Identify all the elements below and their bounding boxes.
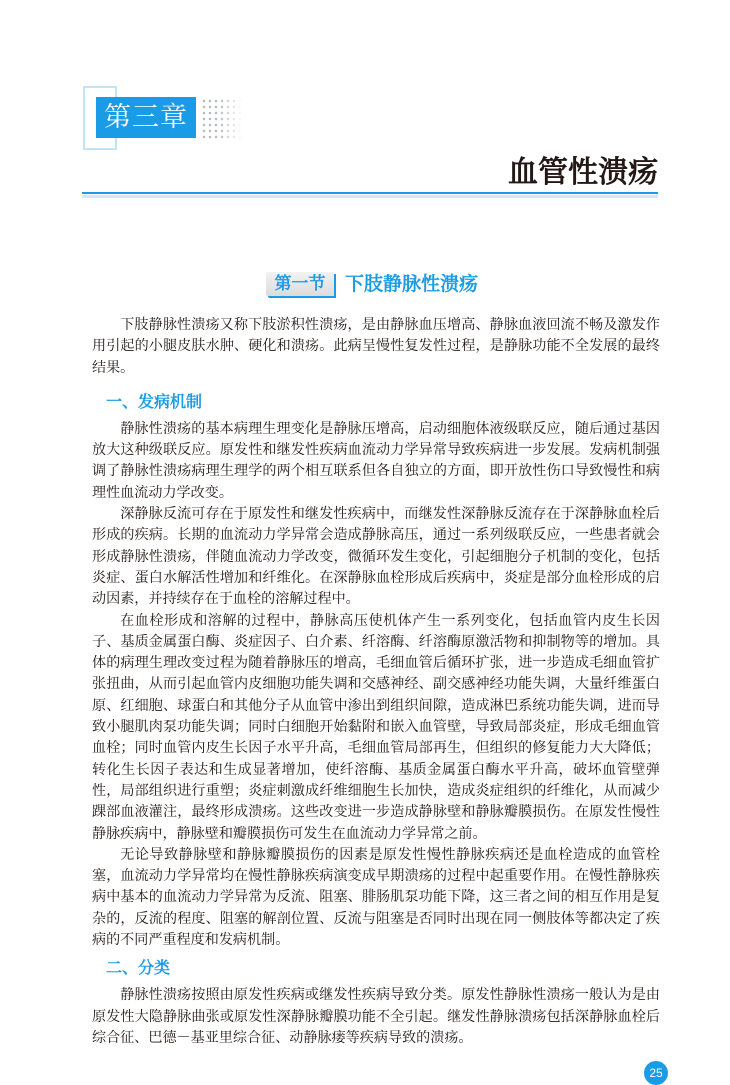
paragraph: 深静脉反流可存在于原发性和继发性疾病中，而继发性深静脉反流存在于深静脉血栓后形成的疾病。长期的血流动力学异常会造成静脉高压，通过一系列级联反应，一些患者就会形成静脉性溃疡，伴随血流动力学改变，微循环发生变化，引起细胞分子机制的变化，包括炎症、蛋白水解活性增加和纤维化。在深静脉血栓形成后疾病中，炎症是部分血栓形成的启动因素，并持续存在于血栓的溶解过程中。 — [92, 506, 660, 608]
heading-pathogenesis: 一、发病机制 — [106, 391, 203, 411]
paragraph: 在血栓形成和溶解的过程中，静脉高压使机体产生一系列变化，包括血管内皮生长因子、基质金属蛋白酶、炎症因子、白介素、纤溶酶、纤溶酶原激活物和抑制物等的增加。具体的病理生理改变过程为随着静脉压的增高，毛细血管后循环扩张，进一步造成毛细血管扩张扭曲，从而引起血管内皮细胞功能失调和交感神经、副交感神经功能失调，大量纤维蛋白原、红细胞、球蛋白和其他分子从血管中渗出到组织间隙，造成淋巴系统功能失调，进而导致小腿肌肉泵功能失调；同时白细胞开始黏附和嵌入血管壁，导致局部炎症，形成毛细血管血栓；同时血管内皮生长因子水平升高，毛细血管局部再生，但组织的修复能力大大降低；转化生长因子表达和生成显著增加，使纤溶酶、基质金属蛋白酶水平升高，破坏血管壁弹性，局部组织进行重塑；炎症刺激成纤维细胞生长加快，造成炎症组织的纤维化，从而减少踝部血液灌注，最终形成溃疡。这些改变进一步造成静脉壁和静脉瓣膜损伤。在原发性慢性静脉疾病中，静脉壁和瓣膜损伤可发生在血流动力学异常之前。 — [92, 612, 660, 842]
page-number: 25 — [644, 1061, 668, 1085]
dot-grid-decor — [201, 98, 243, 140]
intro-paragraph: 下肢静脉性溃疡又称下肢淤积性溃疡，是由静脉血压增高、静脉血液回流不畅及激发作用引起的小腿皮肤水肿、硬化和溃疡。此病呈慢性复发性过程，是静脉功能不全发展的最终结果。 — [92, 317, 660, 376]
body-content — [92, 315, 663, 1085]
paragraph: 静脉性溃疡按照由原发性疾病或继发性疾病导致分类。原发性静脉性溃疡一般认为是由原发性大隐静脉曲张或原发性深静脉瓣膜功能不全引起。继发性静脉溃疡包括深静脉血栓后综合征、巴德－基亚里综合征、动静脉瘘等疾病导致的溃疡。 — [92, 987, 660, 1046]
header-rule — [82, 192, 658, 194]
section-title: 下肢静脉性溃疡 — [345, 273, 479, 295]
heading-classification: 二、分类 — [106, 958, 171, 978]
chapter-label: 第三章 — [96, 97, 196, 138]
paragraph: 无论导致静脉壁和静脉瓣膜损伤的因素是原发性慢性静脉疾病还是血栓造成的血管栓塞，血流动力学异常均在慢性静脉疾病演变成早期溃疡的过程中起重要作用。在慢性静脉疾病中基本的血流动力学异常为反流、阻塞、腓肠肌泵功能下降，这三者之间的相互作用是复杂的，反流的程度、阻塞的解剖位置、反流与阻塞是否同时出现在同一侧肢体等都决定了疾病的不同严重程度和发病机制。 — [92, 846, 660, 949]
header-rule-light — [82, 195, 658, 198]
paragraph: 静脉性溃疡的基本病理生理变化是静脉压增高，启动细胞体液级联反应，随后通过基因放大这种级联反应。原发性和继发性疾病血流动力学异常导致疾病进一步发展。发病机制强调了静脉性溃疡病理生理学的两个相互联系但各自独立的方面，即开放性伤口导致慢性和病理性血流动力学改变。 — [92, 420, 660, 501]
section-label: 第一节 — [266, 272, 334, 296]
chapter-title: 血管性溃疡 — [508, 155, 658, 190]
